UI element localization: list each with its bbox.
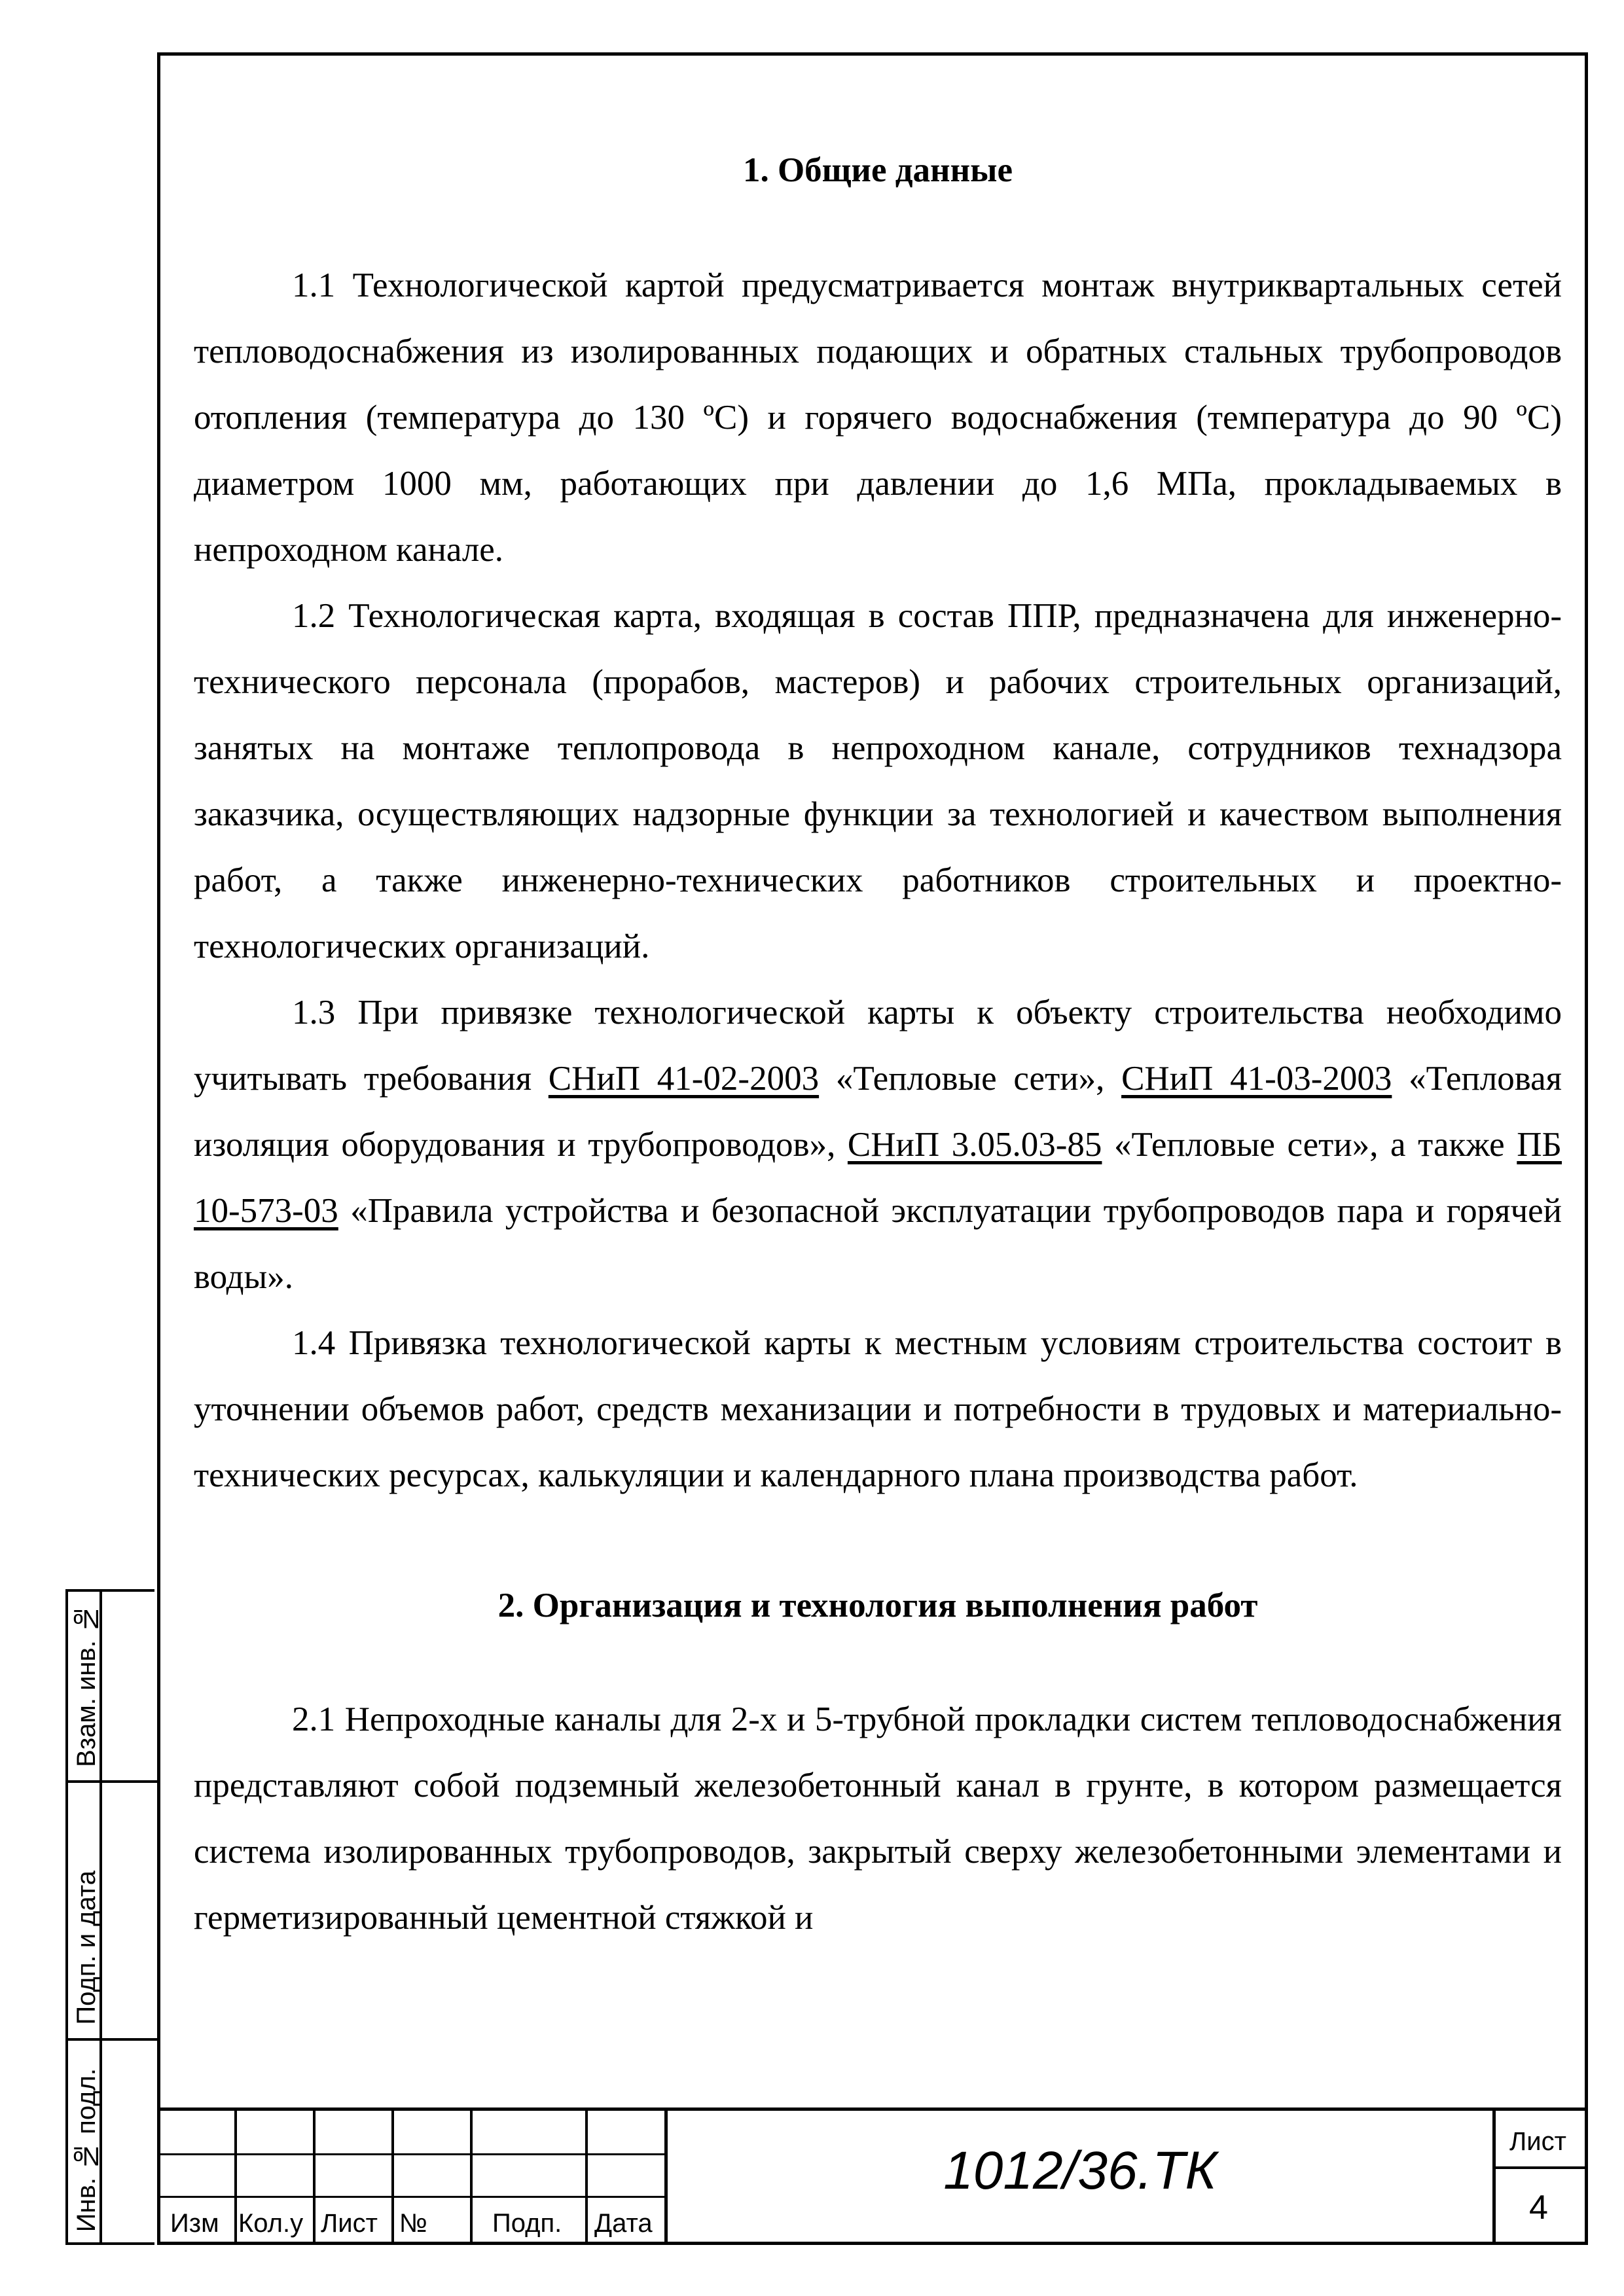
grid-line (1492, 2166, 1588, 2169)
col-podp: Подп. (492, 2209, 562, 2238)
grid-line (391, 2111, 394, 2245)
grid-line (1492, 2111, 1496, 2245)
paragraph-1-4: 1.4 Привязка технологической карты к местным условиям строительства состоит в уточнении объемов работ, средств механизации и потребности в трудовых и материально-технических ресурсах, калькуляции и календарного плана производства работ. (194, 1324, 1562, 1494)
strip-label-vzam (68, 1592, 102, 1780)
sheet-label: Лист (1509, 2127, 1566, 2156)
link-snip-41-02-2003[interactable]: СНиП 41-02-2003 (548, 1060, 820, 1098)
document-body (194, 131, 1562, 1951)
section-2-title: 2. Организация и технология выполнения работ (497, 1587, 1258, 1624)
paragraph-1-1: 1.1 Технологической картой предусматривается монтаж внутриквартальных сетей тепловодоснабжения из изолированных подающих и обратных стальных трубопроводов отопления (температура до 130 ºС) и горячего водоснабжения (температура до 90 ºС) диаметром 1000 мм, работающих при давлении до 1,6 МПа, прокладываемых в непроходном канале. (194, 266, 1562, 569)
paragraph-1-3-text-b: «Тепловые сети», (819, 1060, 1122, 1098)
grid-line (313, 2111, 316, 2245)
podp-label: Подп. и дата (72, 1871, 101, 2025)
link-snip-3-05-03-85[interactable]: СНиП 3.05.03-85 (847, 1126, 1102, 1164)
grid-line (470, 2111, 473, 2245)
col-izm: Изм (170, 2209, 219, 2238)
grid-line (157, 2196, 664, 2198)
paragraph-2-1: 2.1 Непроходные каналы для 2-х и 5-трубной прокладки систем тепловодоснабжения представляют собой подземный железобетонный канал в грунте, в котором размещается система изолированных трубопроводов, закрытый сверху железобетонными элементами и герметизированный цементной стяжкой и (194, 1700, 1562, 1937)
grid-line (157, 2153, 664, 2155)
paragraph-1-3-text-d: «Тепловые сети», а также (1102, 1126, 1517, 1164)
link-pb-10-573-03[interactable]: ПБ 10-573-03 (194, 1126, 1562, 1230)
paragraph-1-3-text-e: «Правила устройства и безопасной эксплуатации трубопроводов пара и горячей воды». (194, 1192, 1562, 1296)
strip-label-podp (68, 1783, 102, 2038)
paragraph-1-3-text-a: 1.3 При привязке технологической карты к объекту строительства необходимо учитывать требования (194, 994, 1562, 1098)
document-code: 1012/36.ТК (943, 2141, 1217, 2200)
side-strip (65, 1589, 154, 2245)
paragraph-1-3 (194, 980, 1562, 1310)
grid-line (585, 2111, 588, 2245)
strip-cell-vzam (68, 1592, 157, 1783)
col-num: № (399, 2209, 427, 2238)
col-data: Дата (594, 2209, 653, 2238)
strip-label-inv (68, 2041, 102, 2245)
paragraph-1-3-text-c: «Тепловая изоляция оборудования и трубопроводов», (194, 1060, 1562, 1164)
sheet-number: 4 (1529, 2189, 1548, 2227)
vzam-label: Взам. инв. № (72, 1604, 101, 1767)
link-snip-41-03-2003[interactable]: СНиП 41-03-2003 (1121, 1060, 1392, 1098)
title-block (157, 2108, 1588, 2245)
strip-cell-inv (68, 2041, 157, 2245)
section-1-title: 1. Общие данные (742, 151, 1013, 189)
col-list: Лист (321, 2209, 378, 2238)
paragraph-1-2: 1.2 Технологическая карта, входящая в состав ППР, предназначена для инженерно-технического персонала (прорабов, мастеров) и рабочих строительных организаций, занятых на монтаже теплопровода в непроходном канале, сотрудников технадзора заказчика, осуществляющих надзорные функции за технологией и качеством выполнения работ, а также инженерно-технических работников строительных и проектно-технологических организаций. (194, 597, 1562, 965)
strip-cell-podp (68, 1783, 157, 2041)
grid-line (234, 2111, 237, 2245)
col-kol: Кол.у (238, 2209, 304, 2238)
inv-label: Инв. № подл. (72, 2068, 101, 2232)
